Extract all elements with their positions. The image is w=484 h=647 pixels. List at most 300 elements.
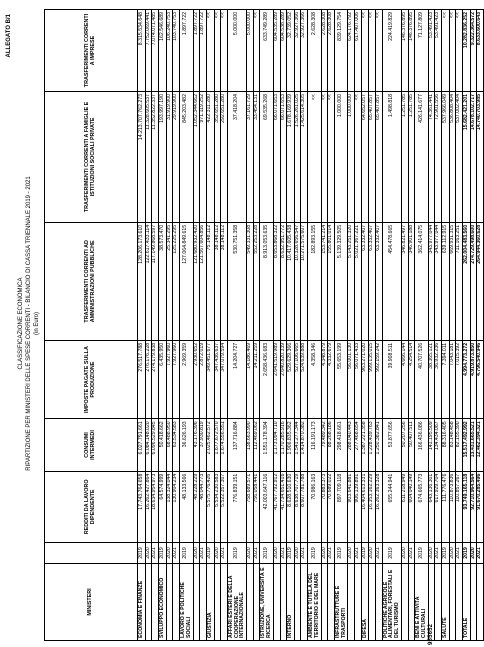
value-cell: 1.170.285.916 [280, 419, 287, 471]
value-cell: 29.919.900 [173, 92, 180, 223]
ministry-cell: INTERNO [287, 564, 295, 641]
value-cell: 6.435.950 [158, 340, 166, 418]
value-cell: 37.418.204 [227, 92, 246, 223]
header-year [45, 543, 138, 564]
value-cell: 121.567.604.856 [200, 222, 207, 340]
value-cell: 224.419.829 [382, 10, 401, 92]
value-cell: 343.977.044 [435, 222, 442, 340]
year-cell: 2021 [280, 543, 287, 564]
value-cell: 349.451.677 [206, 340, 214, 418]
value-cell: 536.808.404 [449, 92, 456, 223]
value-cell: 2.930.652 [193, 340, 200, 418]
year-cell: 2019 [227, 543, 246, 564]
value-cell: << [355, 92, 362, 223]
year-cell: 2021 [355, 543, 362, 564]
table-body [138, 10, 484, 641]
value-cell: 897.709.118 [334, 471, 348, 542]
value-cell: 8.653.868.322 [273, 222, 280, 340]
value-cell: 288.040.443 [348, 419, 355, 471]
value-cell: 14.186.469 [247, 340, 254, 418]
value-cell: 9.322.364.572 [470, 10, 477, 92]
value-cell: 604.535.289 [273, 10, 280, 92]
year-cell: 2020 [470, 543, 477, 564]
value-cell: 903.641.881 [348, 471, 355, 542]
value-cell: 11.352.822.337 [152, 92, 159, 223]
ministry-cell [402, 564, 409, 641]
value-cell: 10.417.605.438 [287, 222, 295, 340]
table-row [221, 10, 228, 641]
value-cell: 549.331.308 [247, 222, 254, 340]
value-cell: 2.025.462.572 [206, 419, 214, 471]
year-cell: 2021 [376, 543, 383, 564]
value-cell: 32.927.366 [294, 10, 301, 92]
value-cell: 40.707.526 [415, 340, 429, 418]
value-cell: 38.365.121 [428, 340, 435, 418]
year-cell: 2020 [402, 543, 409, 564]
value-cell: 1.906.835.362 [287, 419, 295, 471]
value-cell: 8.315.534.648 [138, 10, 146, 92]
value-cell: 5.139.329.505 [334, 222, 348, 340]
year-cell: 2021 [301, 543, 308, 564]
value-cell: 37.930.819 [200, 419, 207, 471]
value-cell: 93.749.165.118 [462, 471, 470, 542]
value-cell: 963.271.020 [361, 340, 369, 418]
value-cell: 1.228.439.763 [369, 419, 376, 471]
table-row [152, 10, 159, 641]
expenditure-table [44, 9, 484, 641]
value-cell: 8.638.707.719 [294, 471, 301, 542]
ministry-cell [456, 564, 463, 641]
ministry-cell: AFFARI ESTERI E DELLA COOPERAZIONE INTERNAZIONALE [227, 564, 246, 641]
value-cell: 624.176.792 [348, 10, 355, 92]
value-cell: 274.179.838 [152, 340, 159, 418]
value-cell: 63.332.407 [369, 222, 376, 340]
year-cell: 2019 [361, 543, 369, 564]
year-cell: 2020 [214, 543, 221, 564]
value-cell: 15.517.492.992 [462, 419, 470, 471]
value-cell: << [456, 10, 463, 92]
value-cell: 64.574.999 [158, 471, 166, 542]
value-cell: 5.000.000 [247, 10, 254, 92]
value-cell: 5.534.230.583 [214, 471, 221, 542]
value-cell: 1.000.000 [348, 92, 355, 223]
value-cell: 63.332.407 [361, 222, 369, 340]
value-cell: 14.740.703.985 [477, 92, 484, 223]
table-row [200, 10, 207, 641]
value-cell: 1.251.785 [402, 92, 409, 223]
value-cell: 2.641.519.989 [273, 340, 280, 418]
ministry-cell [145, 564, 152, 641]
ministry-cell: LAVORO E POLITICHE SOCIALI [179, 564, 193, 641]
table-row [227, 10, 246, 641]
value-cell: 343.977.044 [428, 222, 435, 340]
value-cell: << [376, 10, 383, 92]
value-cell: 13.431.665.521 [470, 419, 477, 471]
value-cell: 537.966.049 [441, 92, 449, 223]
value-cell: 1.674.556.551 [221, 419, 228, 471]
value-cell: 454.478.665 [382, 222, 401, 340]
value-cell: 1.387.221.358 [361, 419, 369, 471]
value-cell: 11.328.605.537 [145, 92, 152, 223]
value-cell: 128.206.173.610 [138, 222, 146, 340]
value-cell: 7.752.069.441 [145, 10, 152, 92]
value-cell: 70.883.373 [321, 471, 328, 542]
ministry-cell: BENI E ATTIVITÀ CULTURALI [415, 564, 429, 641]
ministry-cell [280, 564, 287, 641]
table-row [415, 10, 429, 641]
value-cell: 138.663.990 [247, 419, 254, 471]
value-cell: 42.003.647.116 [260, 471, 274, 542]
value-cell: 14.204.727 [227, 340, 246, 418]
value-cell: 7.015.392 [456, 340, 463, 418]
table-row [435, 10, 442, 641]
value-cell: 79.489.342 [321, 419, 328, 471]
value-cell: 4.796.540.946 [477, 340, 484, 418]
value-cell: 10.271.575.607 [301, 222, 308, 340]
value-cell: 182.893.155 [308, 222, 322, 340]
value-cell: 5.575.776.426 [206, 471, 214, 542]
year-cell: 2021 [435, 543, 442, 564]
value-cell: 111.776.476 [441, 471, 449, 542]
value-cell: 48.044.773 [200, 471, 207, 542]
value-cell: 16.262.363.328 [376, 471, 383, 542]
table-row [382, 10, 401, 641]
year-cell: 2020 [294, 543, 301, 564]
value-cell: 7.394.011 [441, 340, 449, 418]
value-cell: 1.425.614.305 [301, 92, 308, 223]
value-cell: 127.064.849.615 [179, 222, 193, 340]
table-row [206, 10, 214, 641]
value-cell: 4.332.679 [328, 340, 335, 418]
year-cell: 2020 [348, 543, 355, 564]
value-cell: 33.454.131 [253, 92, 260, 223]
value-cell: 2.628.308 [308, 10, 322, 92]
value-cell: 38.148.112 [214, 222, 221, 340]
value-cell: 66.071.653 [280, 92, 287, 223]
year-cell: 2021 [200, 543, 207, 564]
year-cell: 2021 [328, 543, 335, 564]
value-cell: 55.653.199 [334, 340, 348, 418]
value-cell: 1.897.722 [179, 10, 193, 92]
table-row [477, 10, 484, 641]
value-cell: 2.658.436.683 [260, 340, 274, 418]
header-consumi: CONSUMI INTERMEDI [45, 419, 138, 471]
value-cell: 92.710.964.564 [470, 471, 477, 542]
value-cell: 674.665.773 [415, 471, 429, 542]
value-cell: 155.801.014 [328, 222, 335, 340]
value-cell: 1.541.277.344 [294, 419, 301, 471]
value-cell: 8.607.781.788 [301, 471, 308, 542]
value-cell: 8.913.053.635 [260, 222, 274, 340]
value-cell: 8.633.600.643 [477, 10, 484, 92]
value-cell: 41.734.651.416 [280, 471, 287, 542]
header-row [45, 10, 138, 641]
value-cell: << [321, 92, 328, 223]
year-cell: 2019 [382, 543, 401, 564]
value-cell: 999.135.015 [369, 340, 376, 418]
year-cell: 2020 [369, 543, 376, 564]
ministry-cell [348, 564, 355, 641]
value-cell: 16.262.427.864 [145, 471, 152, 542]
value-cell: 906.139.891 [355, 471, 362, 542]
value-cell: << [328, 92, 335, 223]
value-cell: 352.651.280 [214, 92, 221, 223]
value-cell: 106.240.753 [166, 10, 173, 92]
value-cell: 12.462.394.321 [477, 419, 484, 471]
value-cell: 110.873.836 [449, 471, 456, 542]
value-cell: 1.551.178.394 [260, 419, 274, 471]
value-cell: 122.617.433.114 [145, 222, 152, 340]
value-cell: 88.316.405 [441, 419, 449, 471]
heading-line-3: (in Euro) [34, 312, 40, 336]
value-cell: 1.251.785 [408, 92, 415, 223]
value-cell: 18.634.954.973 [152, 471, 159, 542]
year-cell: 2021 [152, 543, 159, 564]
value-cell: 1.897.722 [193, 10, 200, 92]
value-cell: 53.491.423 [428, 10, 435, 92]
value-cell: 69.535.268 [260, 92, 274, 223]
value-cell: 617.407.006 [355, 10, 362, 92]
value-cell: 63.332.407 [376, 222, 383, 340]
value-cell: 2.628.308 [328, 10, 335, 92]
year-cell: 2021 [173, 543, 180, 564]
ministry-cell [477, 564, 484, 641]
ministry-cell: TOTALE [462, 564, 470, 641]
value-cell: 1.678.169.939 [287, 92, 295, 223]
ministry-cell [328, 564, 335, 641]
value-cell: 36.626.193 [179, 419, 193, 471]
value-cell: 346.901.188 [408, 222, 415, 340]
value-cell: 971.119.252 [200, 92, 207, 223]
value-cell: 10.282.836.252 [462, 10, 470, 92]
ministry-cell [301, 564, 308, 641]
value-cell: << [369, 10, 376, 92]
value-cell: 56.071.433 [355, 340, 362, 418]
year-cell: 2019 [462, 543, 470, 564]
ministry-cell [221, 564, 228, 641]
year-cell: 2019 [260, 543, 274, 564]
table-row [456, 10, 463, 641]
value-cell: 103.740.753 [173, 10, 180, 92]
value-cell: 14.213.707.762.273 [138, 92, 146, 223]
year-cell: 2021 [477, 543, 484, 564]
value-cell: 4.666.144 [402, 340, 409, 418]
year-cell: 2019 [206, 543, 214, 564]
value-cell: 4.254.514 [408, 340, 415, 418]
value-cell: 91.670.285.496 [477, 471, 484, 542]
value-cell: 15.682.421.201 [462, 92, 470, 223]
value-cell: 5.000.000 [227, 10, 246, 92]
value-cell: 1.414.870.382 [301, 419, 308, 471]
ministry-cell [408, 564, 415, 641]
ministry-cell [470, 564, 477, 641]
table-row [408, 10, 415, 641]
ministry-cell [355, 564, 362, 641]
value-cell: 5.021.367.221 [355, 222, 362, 340]
value-cell: 110.857.267 [456, 471, 463, 542]
value-cell: 362.414.075 [415, 222, 429, 340]
ministry-cell [247, 564, 254, 641]
value-cell: 276.176.228 [145, 340, 152, 418]
ministry-cell [294, 564, 301, 641]
value-cell: 53.877.656 [382, 419, 401, 471]
ministry-cell [200, 564, 207, 641]
value-cell: << [206, 10, 214, 92]
ministry-cell: ECONOMIA E FINANZE [138, 564, 146, 641]
value-cell: << [221, 10, 228, 92]
value-cell: 527.106.665 [294, 340, 301, 418]
year-cell: 2020 [166, 543, 173, 564]
value-cell: << [449, 10, 456, 92]
ministry-cell: ISTRUZIONE, UNIVERSITÀ E RICERCA [260, 564, 274, 641]
value-cell: << [253, 10, 260, 92]
value-cell: 2.872.019 [200, 340, 207, 418]
ministry-cell [449, 564, 456, 641]
ministry-cell [152, 564, 159, 641]
ministry-cell [376, 564, 383, 641]
value-cell: 70.986.163 [308, 471, 322, 542]
year-cell: 2020 [321, 543, 328, 564]
ministry-cell: POLITICHE AGRICOLE ALIMENTARI, FORESTALI E DEL TURISMO [382, 564, 401, 641]
year-cell: 2021 [253, 543, 260, 564]
table-row [173, 10, 180, 641]
value-cell: 4.358.346 [308, 340, 322, 418]
ministry-cell [428, 564, 435, 641]
ministry-cell [173, 564, 180, 641]
year-cell: 2019 [138, 543, 146, 564]
year-cell: 2019 [334, 543, 348, 564]
value-cell: 138.324.044 [166, 471, 173, 542]
value-cell: 14.678.102.717 [470, 92, 477, 223]
value-cell: 66.071.653 [273, 92, 280, 223]
value-cell: 639.112.915 [441, 222, 449, 340]
value-cell: 56.001.130 [348, 340, 355, 418]
year-cell: 2020 [428, 543, 435, 564]
value-cell: 38.148.112 [221, 222, 228, 340]
value-cell: 655.244.941 [382, 471, 401, 542]
value-cell: 1.498.818 [382, 92, 401, 223]
value-cell: 70.689.022 [328, 471, 335, 542]
annex-label: ALLEGATO B/1 [6, 14, 12, 58]
value-cell: 7.927.960 [173, 340, 180, 418]
value-cell: 153.741.214 [321, 222, 328, 340]
value-cell: 276.517.788 [138, 340, 146, 418]
value-cell: 146.376.895 [408, 10, 415, 92]
year-cell: 2020 [145, 543, 152, 564]
value-cell: 64.652.057 [361, 92, 369, 223]
value-cell: 617.929.704 [435, 471, 442, 542]
value-cell: 16.353.162.229 [369, 471, 376, 542]
ministry-cell [321, 564, 328, 641]
heading-line-1: CLASSIFICAZIONE ECONOMICA [18, 277, 24, 370]
value-cell: 4.919.873.850 [470, 340, 477, 418]
value-cell: 38.573.470 [158, 222, 166, 340]
value-cell: 537.002.404 [456, 92, 463, 223]
header-redditi: REDDITI DA LAVORO DIPENDENTE [45, 471, 138, 542]
header-trasf-famiglie: TRASFERIMENTI CORRENTI A FAMIGLIE E ISTITUZIONI SOCIALI PRIVATE [45, 92, 138, 223]
value-cell: 68.488.950 [166, 419, 173, 471]
value-cell: 6.096.529.845 [152, 419, 159, 471]
value-cell: << [308, 92, 322, 223]
table-row [273, 10, 280, 641]
value-cell: 53.491.423 [435, 10, 442, 92]
value-cell: 65.407.857 [376, 92, 383, 223]
value-cell: 604.040.149 [408, 471, 415, 542]
value-cell: 262.004.483.560 [462, 222, 470, 340]
value-cell: 121.680.932.420 [193, 222, 200, 340]
value-cell: 992.159.242 [376, 340, 383, 418]
year-cell: 2020 [273, 543, 280, 564]
value-cell: 711.163.251 [456, 222, 463, 340]
value-cell: 141.195.509 [428, 419, 435, 471]
value-cell: 1.000.000 [334, 92, 348, 223]
ministry-cell: INFRASTRUTTURE E TRASPORTI [334, 564, 348, 641]
value-cell: 125.225.295 [173, 222, 180, 340]
value-cell: 117.149.868.597 [152, 222, 159, 340]
value-cell: 552.253.228 [253, 222, 260, 340]
year-cell: 2019 [415, 543, 429, 564]
value-cell: 1.897.722 [200, 10, 207, 92]
year-cell: 2019 [179, 543, 193, 564]
value-cell: 277.468.654 [355, 419, 362, 471]
value-cell: 6.084.148.020 [145, 419, 152, 471]
year-cell: 2020 [247, 543, 254, 564]
value-cell: 37.161.729 [247, 92, 254, 223]
value-cell: 71.127.809 [415, 10, 429, 92]
value-cell: 50.207.256 [402, 419, 409, 471]
ministry-cell [253, 564, 260, 641]
table-row [328, 10, 335, 641]
value-cell: 166.436.086 [415, 419, 429, 471]
table-row [260, 10, 274, 641]
value-cell: 6.027.791.661 [138, 419, 146, 471]
year-cell: 2019 [441, 543, 449, 564]
value-cell: 7.043.181 [449, 340, 456, 418]
value-cell: 7.074.071.485 [152, 10, 159, 92]
value-cell: 2.628.308 [321, 10, 328, 92]
value-cell: 74.361.441 [428, 92, 435, 223]
value-cell: 1.526.261.025 [294, 92, 301, 223]
ministry-cell: GIUSTIZIA [206, 564, 214, 641]
year-cell: 2020 [449, 543, 456, 564]
value-cell: 426.141.677 [415, 92, 429, 223]
value-cell: 1.173.094.710 [273, 419, 280, 471]
value-cell: 48.133.566 [179, 471, 193, 542]
ministry-cell: SVILUPPO ECONOMICO [158, 564, 166, 641]
value-cell: 14.211.259 [253, 340, 260, 418]
value-cell: 1.677.672.570 [214, 419, 221, 471]
table-row [301, 10, 308, 641]
value-cell: 347.436.637 [214, 340, 221, 418]
year-cell: 2019 [287, 543, 295, 564]
value-cell: 17.743.764.658 [138, 471, 146, 542]
value-cell: 83.148.458 [449, 419, 456, 471]
value-cell: 604.538.289 [280, 10, 287, 92]
value-cell: 530.751.358 [227, 222, 246, 340]
value-cell: << [441, 10, 449, 92]
value-cell: 130.904.234 [173, 471, 180, 542]
value-cell: 529.629.366 [287, 340, 295, 418]
table-row [308, 10, 322, 641]
value-cell: 32.927.366 [301, 10, 308, 92]
ministry-cell [273, 564, 280, 641]
value-cell: 8.628.510.630 [287, 471, 295, 542]
value-cell: 4.348.879 [321, 340, 328, 418]
ministry-cell [166, 564, 173, 641]
ministry-cell: DIFESA [361, 564, 369, 641]
value-cell: 1.052.344.662 [193, 92, 200, 223]
value-cell: 50.407.511 [408, 419, 415, 471]
